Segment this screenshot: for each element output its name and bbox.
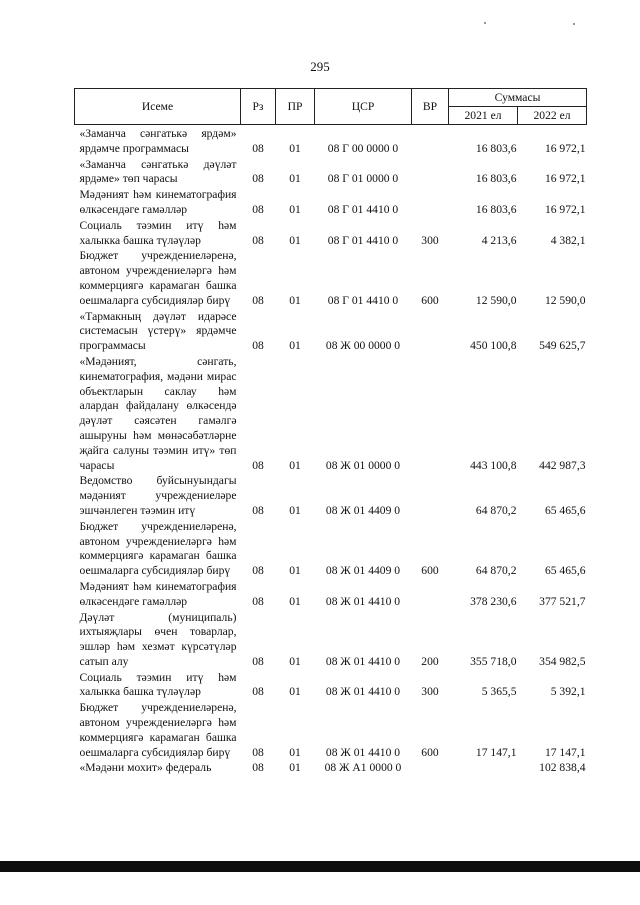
cell-vr [412, 188, 449, 219]
cell-rz: 08 [252, 458, 264, 472]
cell-sum-2021: 16 803,6 [475, 141, 517, 155]
header-vr: ВР [412, 89, 449, 125]
cell-csr: 08 Г 00 0000 0 [327, 141, 399, 155]
cell-pr: 01 [289, 293, 301, 307]
cell-vr: 600 [421, 293, 439, 307]
header-rz: Рз [241, 89, 276, 125]
cell-sum-2022: 4 382,1 [550, 233, 586, 247]
cell-sum-2022: 377 521,7 [539, 594, 586, 608]
table-row [75, 580, 587, 611]
table-row [75, 355, 587, 474]
cell-sum-2021: 5 365,5 [481, 685, 517, 699]
table-row [75, 219, 587, 250]
cell-vr [412, 474, 449, 519]
cell-sum-2021: 16 803,6 [475, 172, 517, 186]
header-name: Исеме [75, 89, 241, 125]
cell-name: Социаль тәэмин итү һәм халыкка башка түләүләр [79, 670, 237, 699]
cell-sum-2021: 17 147,1 [475, 745, 517, 759]
table-row [75, 158, 587, 189]
cell-csr: 08 Г 01 4410 0 [327, 293, 399, 307]
table-row [75, 761, 587, 777]
cell-rz: 08 [252, 293, 264, 307]
cell-vr: 600 [421, 745, 439, 759]
cell-sum-2021: 4 213,6 [481, 233, 517, 247]
budget-table [74, 88, 587, 777]
cell-pr: 01 [289, 594, 301, 608]
cell-vr [412, 158, 449, 189]
cell-pr: 01 [289, 503, 301, 517]
cell-vr [412, 580, 449, 611]
cell-pr: 01 [289, 141, 301, 155]
scan-speck [573, 23, 575, 25]
cell-pr: 01 [289, 339, 301, 353]
cell-csr: 08 Г 01 4410 0 [327, 233, 399, 247]
table-body [75, 125, 587, 778]
cell-pr: 01 [289, 233, 301, 247]
cell-sum-2022: 12 590,0 [544, 293, 586, 307]
cell-name: «Мәдәни мохит» федераль [79, 761, 212, 775]
cell-rz: 08 [252, 654, 264, 668]
cell-rz: 08 [252, 745, 264, 759]
cell-sum-2022: 17 147,1 [544, 745, 586, 759]
cell-pr: 01 [289, 458, 301, 472]
cell-sum-2021 [449, 761, 518, 777]
cell-rz: 08 [252, 564, 264, 578]
header-sums: Суммасы [449, 89, 587, 107]
cell-pr: 01 [289, 564, 301, 578]
cell-pr: 01 [289, 761, 301, 775]
cell-csr: 08 Ж 01 4409 0 [325, 564, 401, 578]
cell-name: Дәүләт (муниципаль) ихтыяҗлары өчен товарлар, эшләр һәм хезмәт күрсәтүләр сатып алу [79, 610, 237, 668]
scan-speck [484, 22, 486, 24]
scan-edge-bar [0, 861, 640, 872]
cell-name: Ведомство буйсынуындагы мәдәният учреждениеләре эшчәнлеген тәэмин итү [79, 474, 237, 517]
cell-csr: 08 Ж 01 4409 0 [325, 503, 401, 517]
cell-sum-2022: 354 982,5 [539, 654, 586, 668]
cell-csr: 08 Г 01 4410 0 [327, 202, 399, 216]
cell-vr [412, 125, 449, 158]
cell-sum-2022: 102 838,4 [539, 761, 586, 775]
cell-sum-2021: 64 870,2 [475, 503, 517, 517]
table-row [75, 611, 587, 671]
cell-rz: 08 [252, 594, 264, 608]
cell-sum-2022: 16 972,1 [544, 172, 586, 186]
table-row [75, 310, 587, 355]
cell-csr: 08 Ж 01 4410 0 [325, 654, 401, 668]
cell-csr: 08 Ж А1 0000 0 [324, 761, 402, 775]
cell-pr: 01 [289, 685, 301, 699]
cell-name: «Мәдәният, сәнгать, кинематография, мәдәни мирас объектларын саклау һәм алардан файдалану өлкәсендә дәүләт сәясәтен гамәлгә ашыруны һәм мөнәсәбәтләрне җайга салуны тәэмин итү» төп чарасы [79, 354, 237, 472]
cell-vr: 300 [421, 685, 439, 699]
table-row [75, 474, 587, 519]
cell-sum-2021: 450 100,8 [470, 339, 517, 353]
cell-sum-2021: 16 803,6 [475, 202, 517, 216]
table-header [75, 89, 587, 125]
table-row [75, 520, 587, 580]
cell-sum-2022: 16 972,1 [544, 141, 586, 155]
table-row [75, 249, 587, 309]
cell-sum-2022: 549 625,7 [539, 339, 586, 353]
cell-name: Социаль тәэмин итү һәм халыкка башка түләүләр [79, 218, 237, 247]
cell-csr: 08 Ж 01 4410 0 [325, 685, 401, 699]
header-pr: ПР [276, 89, 315, 125]
table-row [75, 125, 587, 158]
cell-csr: 08 Г 01 0000 0 [327, 172, 399, 186]
cell-pr: 01 [289, 745, 301, 759]
cell-name: «Заманча сәнгатькә дәүләт ярдәме» төп чарасы [79, 157, 237, 186]
cell-rz: 08 [252, 172, 264, 186]
header-year-2022: 2022 ел [518, 107, 587, 125]
cell-csr: 08 Ж 01 4410 0 [325, 594, 401, 608]
cell-vr: 300 [421, 233, 439, 247]
cell-name: «Заманча сәнгатькә ярдәм» ярдәмче программасы [79, 127, 237, 155]
cell-rz: 08 [252, 339, 264, 353]
cell-pr: 01 [289, 654, 301, 668]
cell-csr: 08 Ж 00 0000 0 [325, 339, 401, 353]
cell-vr [412, 761, 449, 777]
cell-name: Бюджет учреждениеләренә, автоном учреждениеләргә һәм коммерциягә карамаган башка оешмаларга субсидияләр бирү [79, 249, 237, 307]
cell-csr: 08 Ж 01 0000 0 [325, 458, 401, 472]
page-number: 295 [310, 59, 330, 74]
cell-sum-2021: 64 870,2 [475, 564, 517, 578]
cell-sum-2022: 65 465,6 [544, 503, 586, 517]
cell-sum-2022: 65 465,6 [544, 564, 586, 578]
cell-name: Бюджет учреждениеләренә, автоном учреждениеләргә һәм коммерциягә карамаган башка оешмаларга субсидияләр бирү [79, 519, 237, 578]
cell-rz: 08 [252, 233, 264, 247]
cell-name: Бюджет учреждениеләренә, автоном учреждениеләргә һәм коммерциягә карамаган башка оешмаларга субсидияләр бирү [79, 701, 237, 759]
cell-rz: 08 [252, 141, 264, 155]
cell-sum-2021: 443 100,8 [470, 458, 517, 472]
cell-vr [412, 355, 449, 474]
table-row [75, 188, 587, 219]
cell-sum-2021: 12 590,0 [475, 293, 517, 307]
table-row [75, 701, 587, 761]
cell-sum-2022: 442 987,3 [539, 458, 586, 472]
table-row [75, 671, 587, 702]
cell-sum-2022: 16 972,1 [544, 202, 586, 216]
cell-pr: 01 [289, 172, 301, 186]
cell-sum-2022: 5 392,1 [550, 685, 586, 699]
cell-vr: 200 [421, 654, 439, 668]
cell-vr: 600 [421, 564, 439, 578]
cell-pr: 01 [289, 202, 301, 216]
cell-sum-2021: 355 718,0 [470, 654, 517, 668]
cell-name: «Тармакның дәүләт идарәсе системасын үстерү» ярдәмче программасы [79, 309, 237, 353]
cell-rz: 08 [252, 685, 264, 699]
cell-rz: 08 [252, 202, 264, 216]
cell-name: Мәдәният һәм кинематография өлкәсендәге гамәлләр [79, 188, 237, 216]
header-year-2021: 2021 ел [449, 107, 518, 125]
cell-rz: 08 [252, 761, 264, 775]
cell-csr: 08 Ж 01 4410 0 [325, 745, 401, 759]
cell-sum-2021: 378 230,6 [470, 594, 517, 608]
cell-vr [412, 310, 449, 355]
header-csr: ЦСР [315, 89, 412, 125]
cell-rz: 08 [252, 503, 264, 517]
cell-name: Мәдәният һәм кинематография өлкәсендәге гамәлләр [79, 579, 237, 608]
